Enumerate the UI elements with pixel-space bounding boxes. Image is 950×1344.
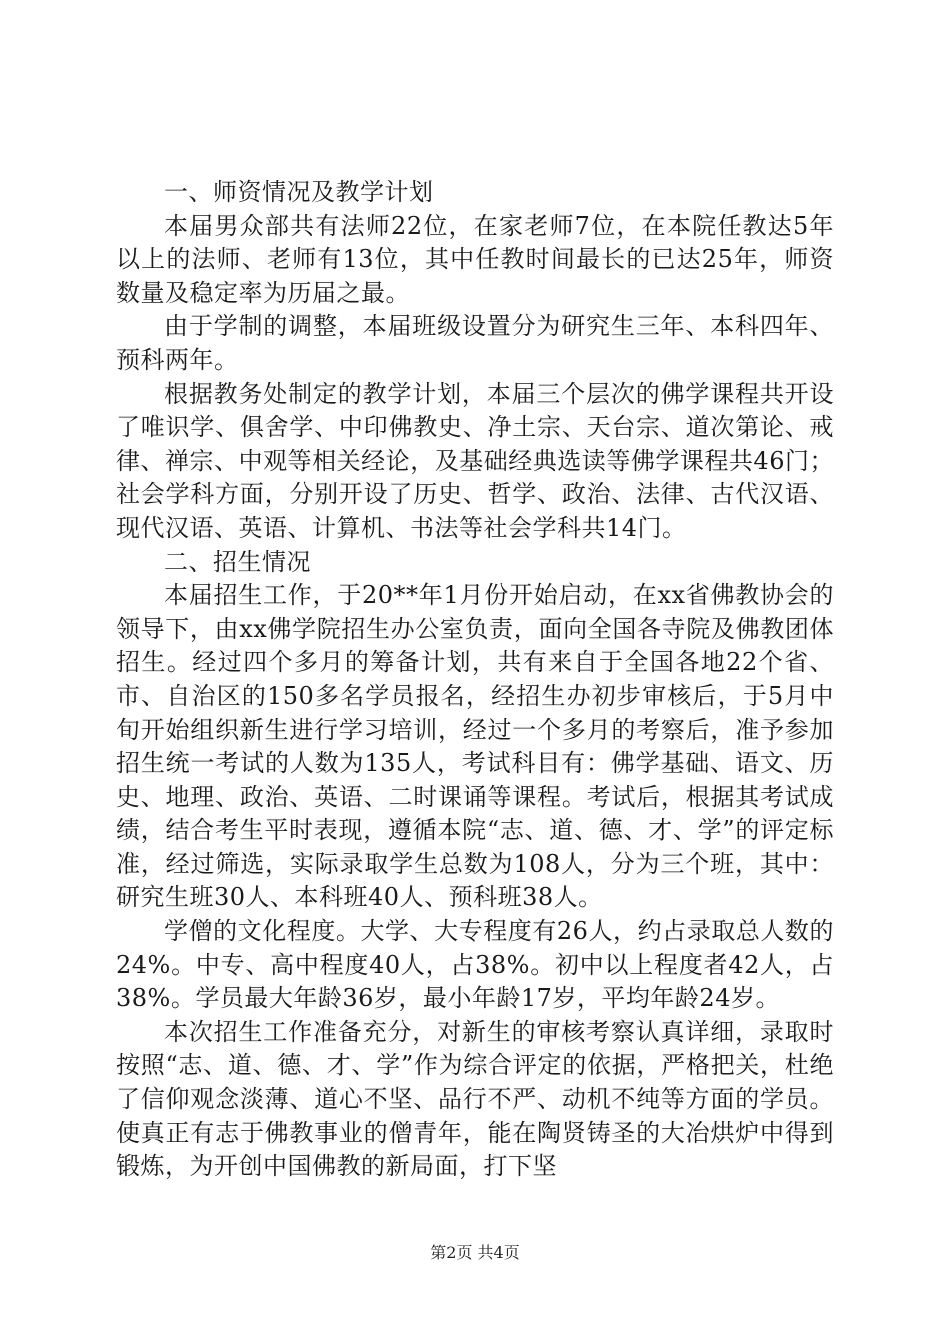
paragraph-enrollment-summary: 本次招生工作准备充分，对新生的审核考察认真详细，录取时按照“志、道、德、才、学”作为综合评定的依据，严格把关，杜绝了信仰观念淡薄、道心不坚、品行不严、动机不纯等方面的学员。使真正有志于佛教事业的僧青年，能在陶贤铸圣的大冶烘炉中得到锻炼，为开创中国佛教的新局面，打下坚	[116, 1017, 834, 1181]
section-heading-enrollment: 二、招生情况	[164, 547, 311, 576]
paragraph-class-structure: 由于学制的调整，本届班级设置分为研究生三年、本科四年、预科两年。	[116, 312, 834, 374]
section-heading-teachers: 一、师资情况及教学计划	[164, 178, 434, 206]
paragraph-curriculum: 根据教务处制定的教学计划，本届三个层次的佛学课程共开设了唯识学、俱舍学、中印佛教史、净土宗、天台宗、道次第论、戒律、禅宗、中观等相关经论，及基础经典选读等佛学课程共46门；社会学科方面，分别开设了历史、哲学、政治、法律、古代汉语、现代汉语、英语、计算机、书法等社会学科共14门。	[116, 379, 834, 542]
paragraph-teacher-count: 本届男众部共有法师22位，在家老师7位，在本院任教达5年以上的法师、老师有13位，其中任教时间最长的已达25年，师资数量及稳定率为历届之最。	[116, 211, 834, 307]
document-body	[116, 176, 834, 1184]
page-footer: 第2页 共4页	[430, 1243, 520, 1262]
paragraph-enrollment-process: 本届招生工作，于20**年1月份开始启动，在xx省佛教协会的领导下，由xx佛学院招生办公室负责，面向全国各寺院及佛教团体招生。经过四个多月的筹备计划，共有来自于全国各地22个省、市、自治区的150多名学员报名，经招生办初步审核后，于5月中旬开始组织新生进行学习培训，经过一个多月的考察后，准予参加招生统一考试的人数为135人，考试科目有：佛学基础、语文、历史、地理、政治、英语、二时课诵等课程。考试后，根据其考试成绩，结合考生平时表现，遵循本院“志、道、德、才、学”的评定标准，经过筛选，实际录取学生总数为108人，分为三个班，其中：研究生班30人、本科班40人、预科班38人。	[116, 581, 834, 912]
paragraph-education-level: 学僧的文化程度。大学、大专程度有26人，约占录取总人数的24%。中专、高中程度40人，占38%。初中以上程度者42人，占38%。学员最大年龄36岁，最小年龄17岁，平均年龄24岁。	[116, 917, 834, 1013]
